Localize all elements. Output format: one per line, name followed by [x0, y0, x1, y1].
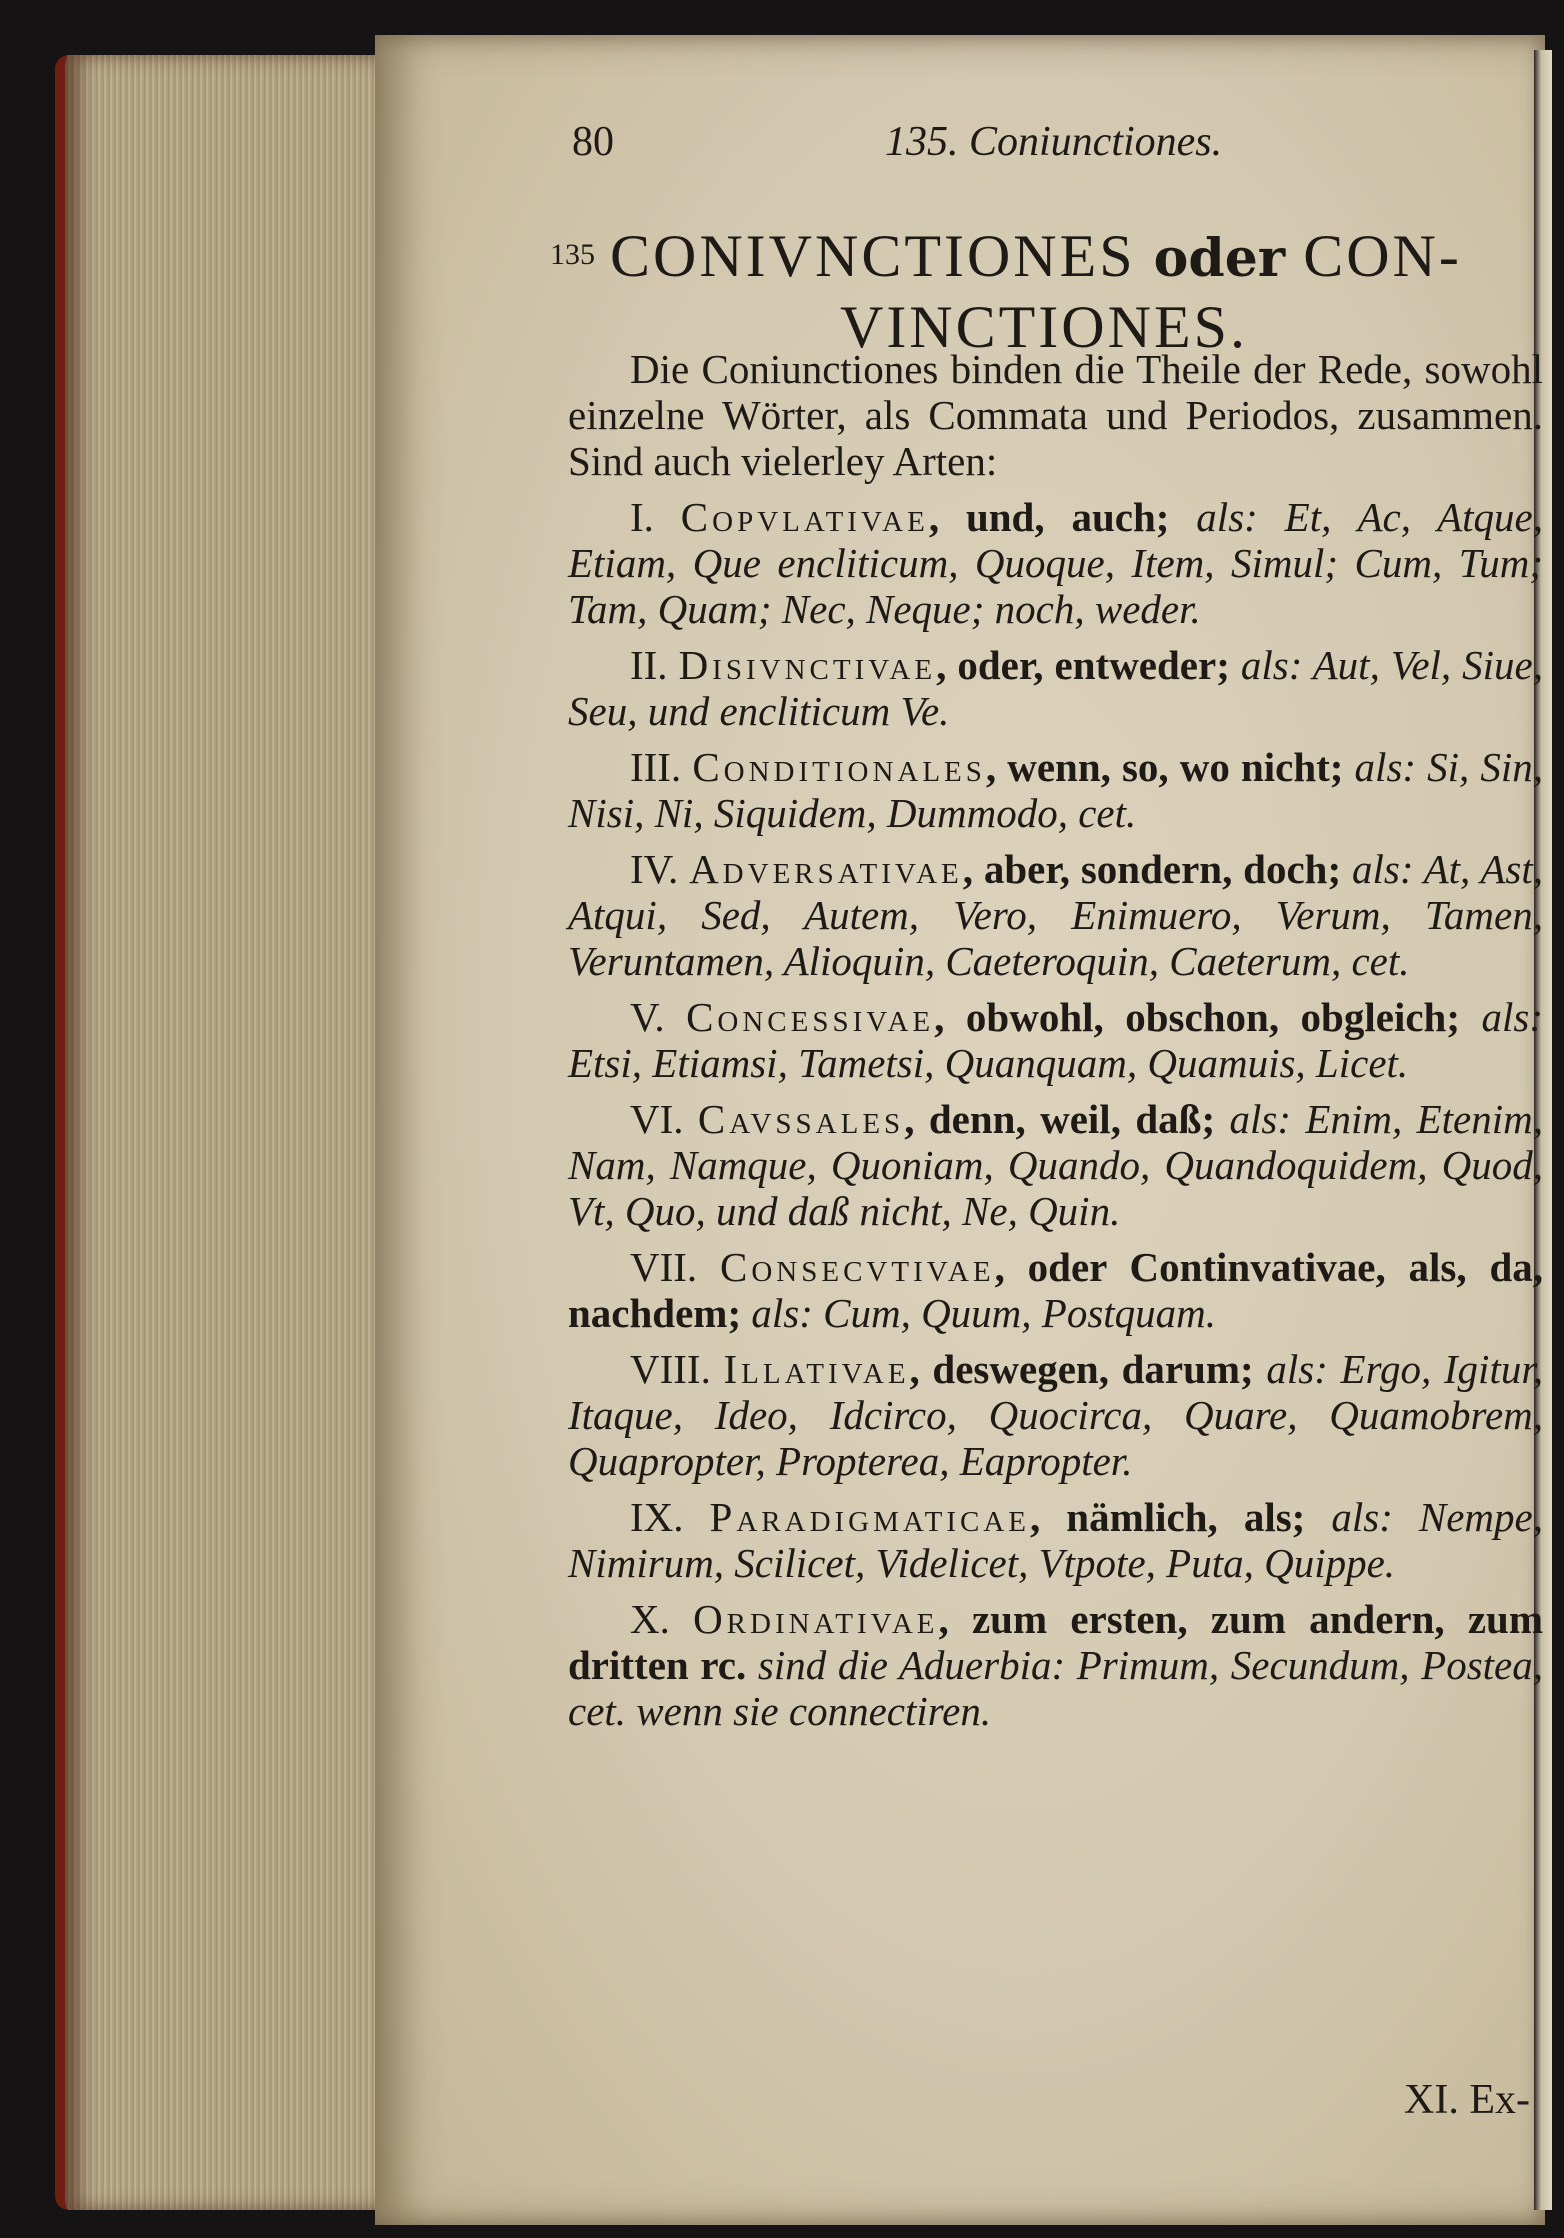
conjunction-list [568, 494, 1543, 1734]
intro-paragraph: Die Coniunctiones binden die Theile der Rede, sowohl einzelne Wörter, als Commata und Periodos, zusammen. Sind auch vielerley Arten: [568, 346, 1543, 484]
paragraph-rest: als: Ergo, Igitur, Itaque, Ideo, Idcirco, Quocirca, Quare, Quamobrem, Quapropter, Propterea, Eapropter. [568, 1346, 1544, 1484]
paragraph-rest: als: Enim, Etenim, Nam, Namque, Quoniam, Quando, Quandoquidem, Quod, Vt, Quo, und daß nicht, Ne, Quin. [568, 1096, 1543, 1234]
title-connector: oder [1153, 228, 1286, 289]
paragraph-german: , oder, entweder; [936, 642, 1230, 688]
paragraph-numeral: II. [630, 642, 668, 688]
paragraph-rest: als: Cum, Quum, Postquam. [741, 1290, 1217, 1336]
paragraph-german: , obwohl, obschon, obgleich; [934, 994, 1460, 1040]
paragraph-name: Copvlativae [680, 494, 929, 540]
paragraph-rest: sind die Aduerbia: Primum, Secundum, Postea, cet. wenn sie connectiren. [568, 1642, 1543, 1734]
paragraph-german: , denn, weil, daß; [904, 1096, 1216, 1142]
paragraph-numeral: X. [630, 1596, 670, 1642]
conjunction-paragraph [568, 494, 1543, 632]
conjunction-paragraph [568, 1244, 1543, 1336]
paragraph-name: Illativae [723, 1346, 910, 1392]
title-line1-end: CON- [1303, 223, 1462, 289]
paragraph-german: , nämlich, als; [1030, 1494, 1306, 1540]
paragraph-name: Adversativae [689, 846, 963, 892]
paragraph-rest: als: At, Ast, Atqui, Sed, Autem, Vero, Enimuero, Verum, Tamen, Veruntamen, Alioquin, Caeteroquin, Caeterum, cet. [568, 846, 1543, 984]
page-edges-left [55, 55, 395, 2210]
paragraph-rest: als: Nempe, Nimirum, Scilicet, Videlicet, Vtpote, Puta, Quippe. [568, 1494, 1543, 1586]
paragraph-german: , wenn, so, wo nicht; [985, 744, 1344, 790]
paragraph-numeral: V. [630, 994, 665, 1040]
conjunction-paragraph [568, 1494, 1543, 1586]
paragraph-german: , deswegen, darum; [909, 1346, 1254, 1392]
paragraph-name: Paradigmaticae [709, 1494, 1031, 1540]
paragraph-name: Consecvtivae [720, 1244, 995, 1290]
page-header [550, 118, 1540, 178]
paragraph-numeral: IX. [630, 1494, 684, 1540]
paragraph-name: Conditionales [692, 744, 986, 790]
paragraph-name: Cavssales [697, 1096, 905, 1142]
conjunction-paragraph [568, 846, 1543, 984]
title-latin: CONIVNCTIONES [610, 223, 1136, 289]
title-line2: VINCTIONES. [840, 294, 1248, 360]
paragraph-german: , zum ersten, zum andern, zum dritten rc. [568, 1596, 1543, 1688]
paragraph-numeral: VII. [630, 1244, 698, 1290]
conjunction-paragraph [568, 744, 1543, 836]
paragraph-rest: als: Etsi, Etiamsi, Tametsi, Quanquam, Quamuis, Licet. [568, 994, 1543, 1086]
running-head: 135. Coniunctiones. [885, 119, 1223, 165]
conjunction-paragraph [568, 642, 1543, 734]
paragraph-german: , und, auch; [928, 494, 1170, 540]
catchword: XI. Ex- [1404, 2077, 1530, 2123]
section-title [610, 222, 1540, 361]
conjunction-paragraph [568, 1596, 1543, 1734]
conjunction-paragraph [568, 1096, 1543, 1234]
section-number: 135 [550, 238, 595, 271]
paragraph-numeral: I. [630, 494, 654, 540]
paragraph-rest: als: Si, Sin, Nisi, Ni, Siquidem, Dummodo, cet. [568, 744, 1543, 836]
paragraph-german: , oder Continvativae, als, da, nachdem; [568, 1244, 1544, 1336]
paragraph-rest: als: Aut, Vel, Siue, Seu, und encliticum Ve. [568, 642, 1544, 734]
page-number: 80 [572, 119, 614, 165]
conjunction-paragraph [568, 994, 1543, 1086]
paragraph-german: , aber, sondern, doch; [962, 846, 1342, 892]
paragraph-name: Disivnctivae [678, 642, 937, 688]
paragraph-rest: als: Et, Ac, Atque, Etiam, Que encliticum, Quoque, Item, Simul; Cum, Tum; Tam, Quam; Nec, Neque; noch, weder. [568, 494, 1543, 632]
paragraph-numeral: VIII. [630, 1346, 711, 1392]
paragraph-name: Concessivae [686, 994, 935, 1040]
paragraph-name: Ordinativae [693, 1596, 939, 1642]
conjunction-paragraph [568, 1346, 1543, 1484]
page-body [568, 346, 1543, 1744]
paragraph-numeral: III. [630, 744, 682, 790]
paragraph-numeral: IV. [630, 846, 679, 892]
paragraph-numeral: VI. [630, 1096, 684, 1142]
